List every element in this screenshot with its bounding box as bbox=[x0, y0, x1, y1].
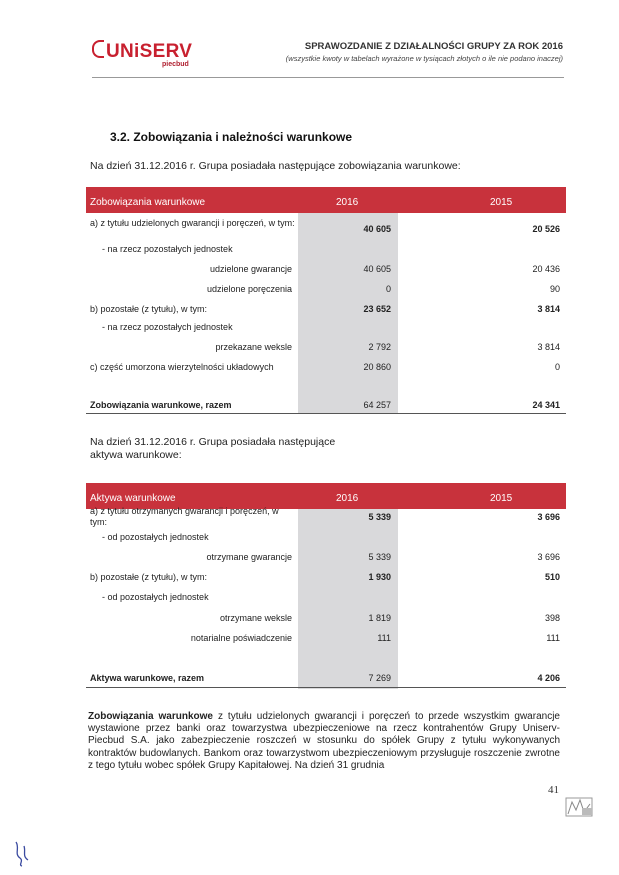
total-value-2016: 64 257 bbox=[363, 400, 391, 410]
body-paragraph bbox=[88, 711, 560, 772]
row-value-2015: 3 814 bbox=[537, 342, 560, 352]
row-label: a) z tytułu otrzymanych gwarancji i poręczeń, w tym: bbox=[90, 506, 279, 527]
row-label: udzielone poręczenia bbox=[206, 284, 292, 294]
row-value-2016: 111 bbox=[377, 633, 391, 643]
row-value-2016: 2 792 bbox=[368, 342, 391, 352]
row-label: - od pozostałych jednostek bbox=[102, 532, 209, 542]
logo-text: UNiSERV bbox=[106, 41, 193, 62]
row-label: - na rzecz pozostałych jednostek bbox=[102, 244, 233, 254]
row-label: otrzymane gwarancje bbox=[206, 552, 292, 562]
table-header bbox=[86, 187, 566, 213]
row-value-2015: 0 bbox=[554, 362, 560, 372]
row-value-2015: 510 bbox=[544, 572, 560, 582]
header-2016: 2016 bbox=[336, 197, 359, 208]
section-title: 3.2. Zobowiązania i należności warunkowe bbox=[110, 130, 353, 144]
page-number: 41 bbox=[548, 784, 559, 796]
intro-liabilities: Na dzień 31.12.2016 r. Grupa posiadała następujące zobowiązania warunkowe: bbox=[90, 160, 461, 172]
header-label: Zobowiązania warunkowe bbox=[90, 197, 206, 208]
row-value-2016: 5 339 bbox=[368, 552, 391, 562]
stamp-icon bbox=[562, 792, 598, 820]
logo-subtext: piecbud bbox=[162, 61, 189, 68]
header-2015: 2015 bbox=[490, 197, 513, 208]
row-value-2016: 40 605 bbox=[363, 264, 391, 274]
row-value-2016: 23 652 bbox=[363, 304, 391, 314]
row-value-2015: 398 bbox=[544, 613, 560, 623]
row-value-2016: 0 bbox=[385, 284, 391, 294]
row-label: otrzymane weksle bbox=[219, 613, 292, 623]
total-value-2015: 4 206 bbox=[537, 673, 560, 683]
row-label: przekazane weksle bbox=[215, 342, 292, 352]
row-value-2015: 111 bbox=[546, 633, 560, 643]
row-value-2015: 20 436 bbox=[532, 264, 560, 274]
row-value-2015: 3 814 bbox=[537, 304, 560, 314]
report-subtitle: (wszystkie kwoty w tabelach wyrażone w tysiącach złotych o ile nie podano inaczej) bbox=[285, 54, 563, 63]
row-value-2015: 20 526 bbox=[532, 224, 560, 234]
row-value-2015: 90 bbox=[549, 284, 560, 294]
assets-table bbox=[86, 483, 566, 693]
total-label: Aktywa warunkowe, razem bbox=[90, 673, 205, 683]
table-bottom-rule bbox=[86, 687, 566, 688]
table-bottom-rule bbox=[86, 413, 566, 414]
row-label: c) część umorzona wierzytelności układowych bbox=[90, 362, 274, 372]
report-title: SPRAWOZDANIE Z DZIAŁALNOŚCI GRUPY ZA ROK 2016 bbox=[304, 41, 563, 52]
header-divider bbox=[92, 77, 564, 78]
company-logo bbox=[92, 40, 192, 63]
row-label: b) pozostałe (z tytułu), w tym: bbox=[90, 572, 208, 582]
intro-assets: Na dzień 31.12.2016 r. Grupa posiadała następujące aktywa warunkowe: bbox=[90, 436, 336, 461]
row-value-2016: 1 819 bbox=[368, 613, 391, 623]
header-label: Aktywa warunkowe bbox=[90, 493, 176, 504]
liabilities-table bbox=[86, 187, 566, 417]
row-value-2015: 3 696 bbox=[537, 512, 560, 522]
column-shade-2016 bbox=[298, 509, 398, 689]
row-value-2016: 20 860 bbox=[363, 362, 391, 372]
row-label: notarialne poświadczenie bbox=[190, 633, 292, 643]
total-label: Zobowiązania warunkowe, razem bbox=[90, 400, 232, 410]
total-value-2015: 24 341 bbox=[532, 400, 560, 410]
row-label: - od pozostałych jednostek bbox=[102, 592, 209, 602]
logo-mark-icon bbox=[92, 40, 104, 58]
header-2016: 2016 bbox=[336, 493, 359, 504]
row-value-2016: 1 930 bbox=[368, 572, 391, 582]
row-label: a) z tytułu udzielonych gwarancji i poręczeń, w tym: bbox=[90, 218, 295, 228]
row-value-2016: 40 605 bbox=[363, 224, 391, 234]
signature-icon bbox=[12, 838, 36, 868]
paragraph-lead: Zobowiązania warunkowe bbox=[88, 711, 213, 722]
total-value-2016: 7 269 bbox=[368, 673, 391, 683]
row-label: - na rzecz pozostałych jednostek bbox=[102, 322, 233, 332]
header-2015: 2015 bbox=[490, 493, 513, 504]
row-value-2016: 5 339 bbox=[368, 512, 391, 522]
row-label: udzielone gwarancje bbox=[209, 264, 292, 274]
row-label: b) pozostałe (z tytułu), w tym: bbox=[90, 304, 208, 314]
row-value-2015: 3 696 bbox=[537, 552, 560, 562]
paragraph-text: z tytułu udzielonych gwarancji i poręczeń to przede wszystkim gwarancje wystawione przez banki oraz towarzystwa ubezpieczeniowe na rzecz kontrahentów Grupy Uniserv-Piecbud S.A. jako zabezpieczenie roszczeń w stosunku do spółek Grupy z tytułu wykonywanych kontraktów budowlanych. Bankom oraz towarzystwom ubezpieczeniowym przysługuje roszczenie zwrotne z tego tytułu wobec spółek Grupy Kapitałowej. Na dzień 31 grudnia bbox=[88, 711, 560, 771]
